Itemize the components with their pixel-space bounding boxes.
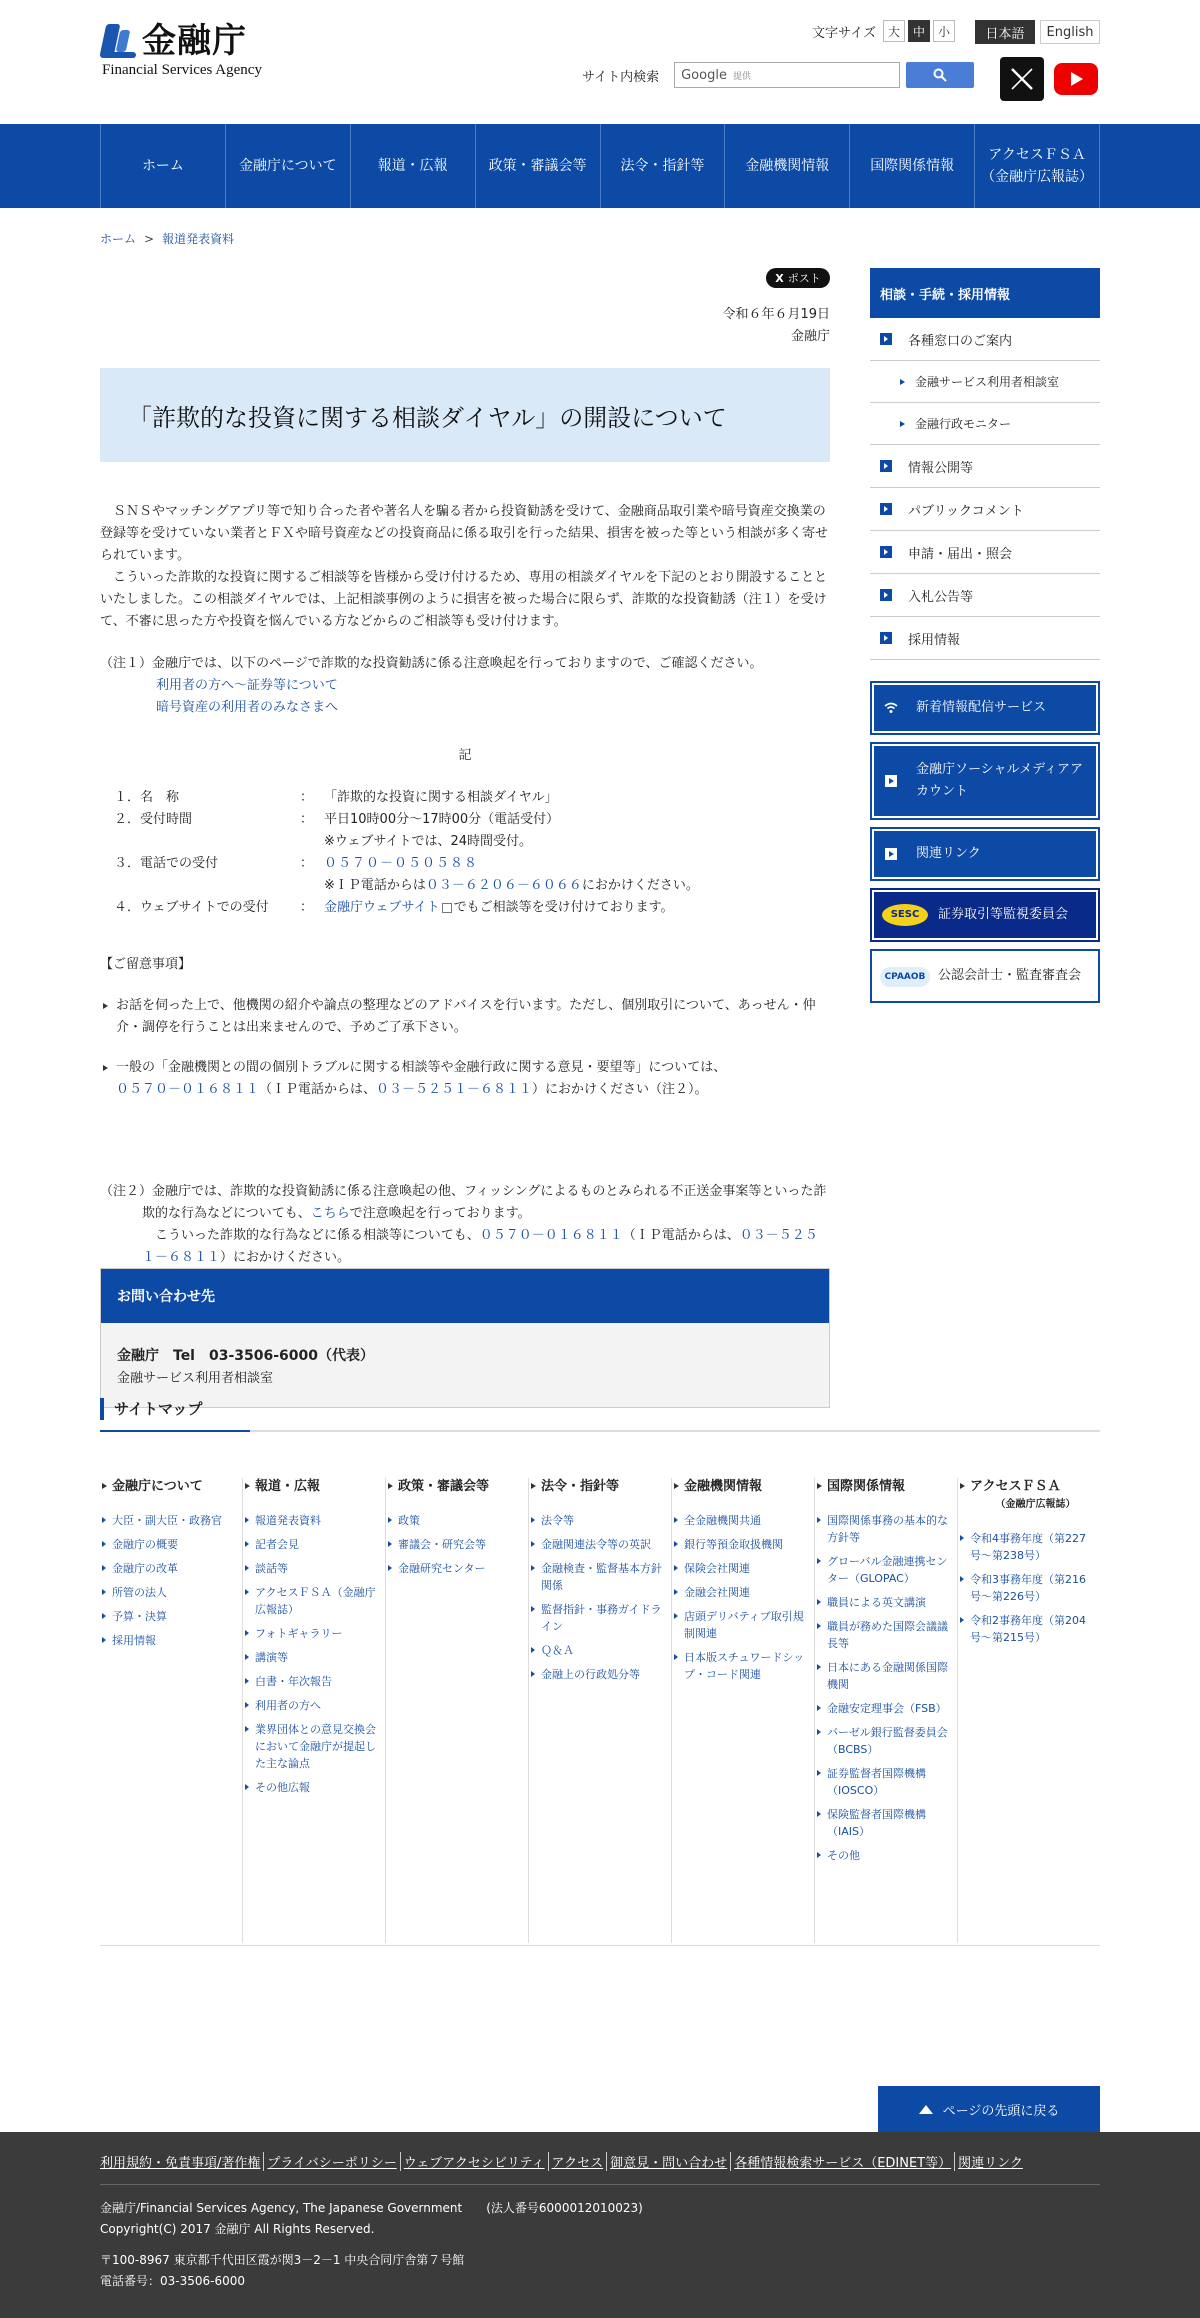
sitemap-link[interactable]: 白書・年次報告 xyxy=(255,1673,385,1690)
footer-phone: 電話番号：03-3506-6000 xyxy=(100,2274,246,2288)
footer-address: 〒100-8967 東京都千代田区霞が関3－2－1 中央合同庁舎第７号館 xyxy=(100,2253,465,2267)
arrow-icon xyxy=(880,460,892,472)
general-ip-phone-link[interactable]: ０３－５２５１－６８１１ xyxy=(376,1082,533,1097)
breadcrumb-current-link[interactable]: 報道発表資料 xyxy=(162,232,235,246)
nav-access-fsa[interactable]: アクセスＦＳＡ （金融庁広報誌） xyxy=(975,124,1100,208)
nav-home[interactable]: ホーム xyxy=(101,124,226,208)
sidebar-item-consultation[interactable] xyxy=(870,361,1100,403)
sidebar-item-label: パブリックコメント xyxy=(908,503,1024,519)
search-button[interactable] xyxy=(906,62,974,88)
ki-heading: 記 xyxy=(458,748,472,763)
sitemap-heading-label: 政策・審議会等 xyxy=(398,1479,490,1494)
page-title: 「詐欺的な投資に関する相談ダイヤル」の開設について xyxy=(100,368,830,462)
sitemap-column-heading[interactable] xyxy=(398,1478,528,1496)
sidebar-item-monitor[interactable] xyxy=(870,403,1100,445)
nav-institutions[interactable]: 金融機関情報 xyxy=(725,124,850,208)
news-delivery-label: 新着情報配信サービス xyxy=(916,700,1047,715)
footer-org: 金融庁/Financial Services Agency, The Japanese Government (法人番号6000012010023) xyxy=(100,2201,643,2215)
sitemap-link[interactable]: 職員による英文講演 xyxy=(827,1594,957,1611)
row-label: ２．受付時間 xyxy=(114,812,193,827)
sidebar-item-counters[interactable] xyxy=(870,318,1100,361)
sitemap-bottom-divider xyxy=(100,1945,1100,1946)
sitemap xyxy=(100,1398,1100,1968)
phishing-warning-link[interactable]: こちら xyxy=(310,1206,350,1221)
sitemap-link[interactable]: 審議会・研究会等 xyxy=(398,1536,528,1553)
sitemap-column-heading[interactable] xyxy=(684,1478,814,1496)
news-delivery-button[interactable] xyxy=(870,681,1100,735)
note-1-text: （注１）金融庁では、以下のページで詐欺的な投資勧誘に係る注意喚起を行っておりますので、ご確認ください。 xyxy=(100,656,763,671)
footer-link-accessibility[interactable]: ウェブアクセシビリティ xyxy=(400,2152,548,2171)
sitemap-link[interactable]: 証券監督者国際機構（IOSCO） xyxy=(827,1765,957,1799)
sitemap-link[interactable]: 大臣・副大臣・政務官 xyxy=(112,1512,242,1529)
intro-paragraph-2: こういった詐欺的な投資に関するご相談等を皆様から受け付けるため、専用の相談ダイヤルを下記のとおり開設することといたしました。この相談ダイヤルでは、上記相談事例のように損害を被った場合に限らず、詐欺的な投資勧誘（注１）を受けて、不審に思った方や投資を悩んでいる方などからのご相談等も受け付けます。 xyxy=(100,570,828,629)
bullet2-pre: 一般の「金融機関との間の個別トラブルに関する相談等や金融行政に関する意見・要望等」については、 xyxy=(116,1060,727,1075)
font-size-small-button[interactable]: 小 xyxy=(933,20,955,42)
sitemap-link[interactable]: 金融検査・監督基本方針関係 xyxy=(541,1560,671,1594)
back-to-top-button[interactable] xyxy=(878,2086,1100,2132)
triangle-icon xyxy=(900,421,905,427)
sitemap-link[interactable]: グローバル金融連携センター（GLOPAC） xyxy=(827,1553,957,1587)
arrow-icon xyxy=(880,333,892,345)
hours-web-note: ※ウェブサイトでは、24時間受付。 xyxy=(324,834,533,849)
sitemap-link[interactable]: 国際関係事務の基本的な方針等 xyxy=(827,1512,957,1546)
fsa-logo-mark-icon xyxy=(100,22,140,62)
row-value: 「詐欺的な投資に関する相談ダイヤル」 xyxy=(324,790,558,805)
arrow-icon xyxy=(880,546,892,558)
lang-english-button[interactable]: English xyxy=(1040,20,1100,44)
sesc-label: 証券取引等監視委員会 xyxy=(938,907,1069,922)
sitemap-link[interactable]: 保険会社関連 xyxy=(684,1560,814,1577)
row-colon: ： xyxy=(300,790,314,805)
sitemap-link[interactable]: 記者会見 xyxy=(255,1536,385,1553)
footer-link-access[interactable]: アクセス xyxy=(548,2152,607,2171)
ip-phone-pre: ※ＩＰ電話からは xyxy=(324,878,426,893)
sidebar-item-public-comment[interactable] xyxy=(870,488,1100,531)
publish-date-block xyxy=(722,304,830,348)
site-footer xyxy=(0,2132,1200,2318)
search-provided: 提供 xyxy=(732,71,751,82)
sitemap-link[interactable]: フォトギャラリー xyxy=(255,1625,385,1642)
nav-international[interactable]: 国際関係情報 xyxy=(850,124,975,208)
ip-phone-post: におかけください。 xyxy=(581,878,699,893)
row-value xyxy=(324,897,830,919)
notice-heading: 【ご留意事項】 xyxy=(100,957,192,972)
sidebar-item-label: 入札公告等 xyxy=(908,589,974,605)
nav-press[interactable]: 報道・広報 xyxy=(351,124,476,208)
sitemap-link[interactable]: 日本版スチュワードシップ・コード関連 xyxy=(684,1649,814,1683)
sitemap-link[interactable]: 金融安定理事会（FSB） xyxy=(827,1700,957,1717)
footer-link-edinet[interactable]: 各種情報検索サービス（EDINET等） xyxy=(730,2152,954,2171)
sitemap-link[interactable]: 予算・決算 xyxy=(112,1608,242,1625)
content-area xyxy=(100,208,1100,1398)
logo-english: Financial Services Agency xyxy=(102,62,262,78)
font-size-label: 文字サイズ xyxy=(812,25,876,41)
sitemap-link[interactable]: 金融庁の改革 xyxy=(112,1560,242,1577)
web-post: でもご相談等を受け付けております。 xyxy=(453,900,674,915)
publisher-org: 金融庁 xyxy=(790,329,830,344)
sitemap-column xyxy=(243,1478,386,1943)
note-2 xyxy=(100,1181,830,1269)
note2b-post: ）におかけください。 xyxy=(220,1250,351,1265)
arrow-icon xyxy=(880,632,892,644)
post-label: ポスト xyxy=(787,272,821,285)
sitemap-link[interactable]: 全金融機関共通 xyxy=(684,1512,814,1529)
sitemap-link[interactable]: バーゼル銀行監督委員会（BCBS） xyxy=(827,1724,957,1758)
arrow-icon xyxy=(884,774,898,788)
row-label: ４．ウェブサイトでの受付 xyxy=(114,900,269,915)
post-button[interactable] xyxy=(766,268,830,288)
sitemap-column xyxy=(386,1478,529,1943)
sitemap-column-heading[interactable] xyxy=(541,1478,671,1496)
external-link-icon xyxy=(442,903,452,913)
sitemap-heading-label: 法令・指針等 xyxy=(541,1479,620,1494)
cpaaob-logo: CPAAOB xyxy=(880,967,930,987)
contact-dept: 金融サービス利用者相談室 xyxy=(117,1371,274,1386)
font-size-switcher xyxy=(812,20,955,42)
bullet2-post: ）におかけください（注２）。 xyxy=(532,1082,708,1097)
sidebar-item-label: 金融行政モニター xyxy=(915,417,1012,431)
footer-link-terms[interactable]: 利用規約・免責事項/著作権 xyxy=(100,2156,261,2171)
youtube-icon[interactable] xyxy=(1054,57,1098,101)
footer-copyright: Copyright(C) 2017 金融庁 All Rights Reserved. xyxy=(100,2222,375,2236)
sidebar-item-label: 申請・届出・照会 xyxy=(908,546,1013,562)
search-input[interactable] xyxy=(674,62,900,88)
nav-laws[interactable]: 法令・指針等 xyxy=(601,124,726,208)
row-label: ３．電話での受付 xyxy=(114,856,219,871)
related-links-button[interactable] xyxy=(870,827,1100,881)
footer-divider xyxy=(100,2184,1100,2185)
info-row-hours xyxy=(114,809,830,853)
sidebar-item-label: 情報公開等 xyxy=(908,460,974,476)
footer-link-privacy[interactable]: プライバシーポリシー xyxy=(263,2152,399,2171)
cpaaob-banner[interactable] xyxy=(870,949,1100,1003)
note2-post: で注意喚起を行っております。 xyxy=(349,1206,531,1221)
info-row-web xyxy=(114,897,830,919)
social-media-label: 金融庁ソーシャルメディアアカウント xyxy=(916,762,1084,799)
sitemap-link[interactable]: 金融研究センター xyxy=(398,1560,528,1577)
sidebar-item-applications[interactable] xyxy=(870,531,1100,574)
sitemap-link[interactable]: 令和3事務年度（第216号〜第226号） xyxy=(970,1571,1101,1605)
note-1 xyxy=(100,653,830,719)
back-to-top-label: ページの先頭に戻る xyxy=(942,2103,1060,2119)
related-links-label: 関連リンク xyxy=(916,846,981,861)
lang-japanese-button[interactable]: 日本語 xyxy=(975,20,1035,44)
sitemap-heading-label: 金融機関情報 xyxy=(684,1479,763,1494)
sitemap-column-heading[interactable] xyxy=(970,1478,1101,1514)
sitemap-heading-label: アクセスＦＳＡ xyxy=(970,1479,1061,1494)
note2-pre: （注２）金融庁では、詐欺的な投資勧誘に係る注意喚起の他、フィッシングによるものとみられる不正送金事案等といった詐欺的な行為などについても、 xyxy=(100,1184,827,1221)
sitemap-link[interactable]: 政策 xyxy=(398,1512,528,1529)
crypto-users-link[interactable]: 暗号資産の利用者のみなさまへ xyxy=(156,700,339,715)
sitemap-link[interactable]: 講演等 xyxy=(255,1649,385,1666)
sidebar-item-label: 採用情報 xyxy=(908,632,961,648)
contact-body xyxy=(101,1323,829,1407)
logo-kanji: 金融庁 xyxy=(142,21,247,61)
footer-link-contact[interactable]: 御意見・問い合わせ xyxy=(606,2152,730,2171)
sitemap-column xyxy=(958,1478,1101,1943)
sidebar-item-recruit[interactable] xyxy=(870,617,1100,660)
footer-info xyxy=(100,2198,643,2292)
securities-users-link[interactable]: 利用者の方へ～証券等について xyxy=(156,678,338,693)
sitemap-column xyxy=(100,1478,243,1943)
sitemap-divider xyxy=(100,1430,1100,1432)
sitemap-link[interactable]: 店頭デリバティブ取引規制関連 xyxy=(684,1608,814,1642)
fsa-logo[interactable] xyxy=(100,21,262,78)
row-colon: ： xyxy=(300,856,314,871)
info-row-name xyxy=(114,787,830,809)
arrow-up-icon xyxy=(919,2105,933,2114)
row-colon: ： xyxy=(300,812,314,827)
arrow-icon xyxy=(884,847,898,861)
sitemap-link[interactable]: 金融庁の概要 xyxy=(112,1536,242,1553)
sidebar-item-disclosure[interactable] xyxy=(870,445,1100,488)
row-label: １．名 称 xyxy=(114,790,180,805)
sidebar-item-label: 各種窓口のご案内 xyxy=(908,333,1013,349)
sitemap-link[interactable]: その他 xyxy=(827,1847,957,1864)
arrow-icon xyxy=(880,589,892,601)
x-twitter-icon[interactable] xyxy=(1000,57,1044,101)
site-header xyxy=(0,0,1200,124)
sitemap-link[interactable]: 採用情報 xyxy=(112,1632,242,1649)
sitemap-column xyxy=(815,1478,958,1943)
contact-title: お問い合わせ先 xyxy=(101,1269,829,1323)
breadcrumb-separator: > xyxy=(144,232,155,246)
ip-phone-link[interactable]: ０３－６２０６－６０６６ xyxy=(425,878,582,893)
sidebar-item-bidding[interactable] xyxy=(870,574,1100,617)
sitemap-link[interactable]: Ｑ＆Ａ xyxy=(541,1642,671,1659)
breadcrumb xyxy=(100,230,234,247)
row-value xyxy=(324,853,830,897)
sitemap-column-heading[interactable] xyxy=(827,1478,957,1496)
sitemap-column-heading[interactable] xyxy=(112,1478,242,1496)
social-media-button[interactable] xyxy=(870,742,1100,820)
sitemap-link[interactable]: 日本にある金融関係国際機関 xyxy=(827,1659,957,1693)
footer-link-related[interactable]: 関連リンク xyxy=(954,2152,1026,2171)
phone-number-link[interactable]: ０５７０－０５０５８８ xyxy=(324,856,479,871)
sitemap-column xyxy=(672,1478,815,1943)
notice-bullet-1: お話を伺った上で、他機関の紹介や論点の整理などのアドバイスを行います。ただし、個別取引について、あっせん・仲介・調停を行うことは出来ませんので、予めご了承下さい。 xyxy=(100,995,830,1039)
search-placeholder: Google xyxy=(681,67,727,83)
fsa-website-link[interactable]: 金融庁ウェブサイト xyxy=(324,900,440,915)
sitemap-column-heading[interactable] xyxy=(255,1478,385,1496)
sitemap-link[interactable]: 談話等 xyxy=(255,1560,385,1577)
sitemap-link[interactable]: 令和4事務年度（第227号〜第238号） xyxy=(970,1530,1101,1564)
note2b-mid: （ＩＰ電話からは、 xyxy=(622,1228,740,1243)
sitemap-heading-sub: （金融庁広報誌） xyxy=(995,1499,1076,1510)
bullet2-mid: （ＩＰ電話からは、 xyxy=(259,1082,377,1097)
nav-policy[interactable]: 政策・審議会等 xyxy=(476,124,601,208)
search-label: サイト内検索 xyxy=(582,69,660,85)
sitemap-link[interactable]: 業界団体との意見交換会において金融庁が提起した主な論点 xyxy=(255,1721,385,1772)
breadcrumb-home-link[interactable]: ホーム xyxy=(100,232,137,246)
sitemap-link[interactable]: 職員が務めた国際会議議長等 xyxy=(827,1618,957,1652)
wifi-icon xyxy=(884,701,898,715)
sitemap-link[interactable]: 金融上の行政処分等 xyxy=(541,1666,671,1683)
sitemap-link[interactable]: アクセスＦＳＡ（金融庁広報誌） xyxy=(255,1584,385,1618)
sidebar xyxy=(870,268,1100,983)
general-phone-link[interactable]: ０５７０－０１６８１１ xyxy=(116,1082,260,1097)
intro-text xyxy=(100,501,830,633)
sitemap-heading-label: 報道・広報 xyxy=(255,1479,321,1494)
sitemap-link[interactable]: 監督指針・事務ガイドライン xyxy=(541,1601,671,1635)
sesc-banner[interactable] xyxy=(870,888,1100,942)
row-value xyxy=(324,809,830,853)
sitemap-heading-label: 国際関係情報 xyxy=(827,1479,906,1494)
note2-ip-phone-link[interactable]: ０３－５２５１－６８１１ xyxy=(142,1228,818,1265)
contact-phone: 金融庁 Tel 03-3506-6000（代表） xyxy=(117,1348,375,1364)
sitemap-link[interactable]: 利用者の方へ xyxy=(255,1697,385,1714)
sitemap-link[interactable]: 令和2事務年度（第204号〜第215号） xyxy=(970,1612,1101,1646)
sitemap-link[interactable]: その他広報 xyxy=(255,1779,385,1796)
intro-paragraph-1: ＳＮＳやマッチングアプリ等で知り合った者や著名人を騙る者から投資勧誘を受けて、金融商品取引業や暗号資産交換業の登録等を受けていない業者とＦＸや暗号資産などの投資商品に係る取引を行った結果、損害を被った等という相談が多く寄せられています。 xyxy=(100,504,829,563)
triangle-icon xyxy=(900,379,905,385)
sesc-logo: SESC xyxy=(882,904,928,926)
publish-date: 令和６年６月19日 xyxy=(722,307,830,322)
font-size-medium-button[interactable]: 中 xyxy=(908,20,930,42)
hours-text: 平日10時00分～17時00分（電話受付） xyxy=(324,812,560,827)
sitemap-link[interactable]: 報道発表資料 xyxy=(255,1512,385,1529)
info-table xyxy=(114,787,830,919)
notice-bullet-2 xyxy=(100,1057,830,1101)
sitemap-link[interactable]: 法令等 xyxy=(541,1512,671,1529)
footer-links xyxy=(100,2152,1026,2171)
note2-phone-link[interactable]: ０５７０－０１６８１１ xyxy=(479,1228,623,1243)
note2b-pre: こういった詐欺的な行為などに係る相談等についても、 xyxy=(155,1228,480,1243)
sitemap-link[interactable]: 保険監督者国際機構（IAIS） xyxy=(827,1806,957,1840)
site-search xyxy=(582,62,974,88)
sitemap-link[interactable]: 所管の法人 xyxy=(112,1584,242,1601)
cpaaob-label: 公認会計士・監査審査会 xyxy=(938,968,1082,983)
sitemap-title: サイトマップ xyxy=(100,1398,202,1420)
global-nav xyxy=(0,124,1200,208)
contact-box xyxy=(100,1268,830,1408)
font-size-large-button[interactable]: 大 xyxy=(883,20,905,42)
sidebar-heading: 相談・手続・採用情報 xyxy=(870,268,1100,318)
sitemap-link[interactable]: 銀行等預金取扱機関 xyxy=(684,1536,814,1553)
arrow-icon xyxy=(880,503,892,515)
search-icon xyxy=(933,68,947,82)
nav-about[interactable]: 金融庁について xyxy=(226,124,351,208)
sitemap-link[interactable]: 金融関連法令等の英訳 xyxy=(541,1536,671,1553)
sitemap-heading-label: 金融庁について xyxy=(112,1479,203,1494)
sitemap-column xyxy=(529,1478,672,1943)
sitemap-link[interactable]: 金融会社関連 xyxy=(684,1584,814,1601)
row-colon: ： xyxy=(300,900,314,915)
x-icon: X xyxy=(775,271,784,285)
info-row-phone xyxy=(114,853,830,897)
sidebar-item-label: 金融サービス利用者相談室 xyxy=(915,375,1060,389)
